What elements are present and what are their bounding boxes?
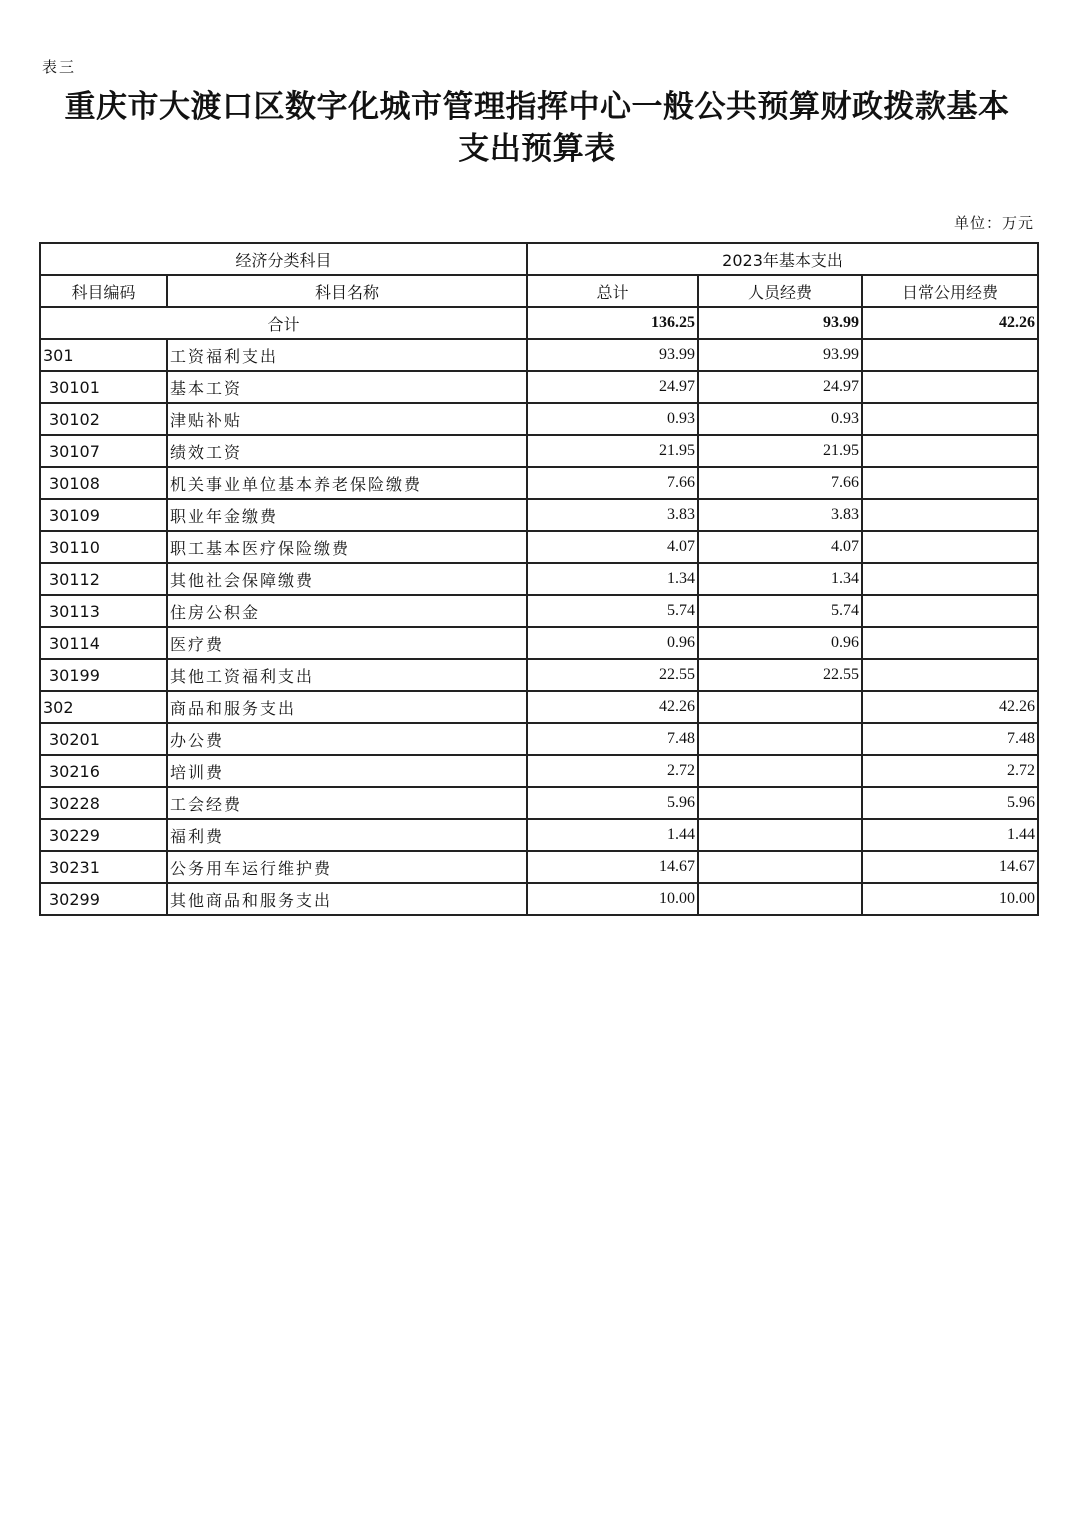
row-total: 93.99 (527, 339, 698, 371)
row-total: 1.34 (527, 563, 698, 595)
row-total: 21.95 (527, 435, 698, 467)
row-total: 4.07 (527, 531, 698, 563)
page-title-line-2: 支出预算表 (458, 131, 616, 167)
table-row (40, 499, 1038, 531)
row-public (862, 403, 1038, 435)
row-code: 302 (40, 691, 167, 723)
row-personnel (698, 883, 862, 915)
total-row (40, 307, 1038, 339)
row-code: 30201 (40, 723, 167, 755)
row-public: 10.00 (862, 883, 1038, 915)
page-title-line-1: 重庆市大渡口区数字化城市管理指挥中心一般公共预算财政拨款基本 (64, 89, 1010, 125)
row-total: 22.55 (527, 659, 698, 691)
row-code: 30114 (40, 627, 167, 659)
row-personnel (698, 755, 862, 787)
row-public: 42.26 (862, 691, 1038, 723)
row-code: 30229 (40, 819, 167, 851)
row-code: 30299 (40, 883, 167, 915)
row-public (862, 659, 1038, 691)
row-name: 商品和服务支出 (167, 691, 527, 723)
table-label: 表三 (42, 58, 77, 76)
row-personnel: 93.99 (698, 339, 862, 371)
row-personnel (698, 819, 862, 851)
page-title (20, 86, 1054, 170)
row-personnel (698, 691, 862, 723)
table-row (40, 403, 1038, 435)
row-personnel: 3.83 (698, 499, 862, 531)
header-year-expense: 2023年基本支出 (527, 243, 1038, 275)
header-row-2 (40, 275, 1038, 307)
row-personnel (698, 723, 862, 755)
row-public: 7.48 (862, 723, 1038, 755)
row-name: 职工基本医疗保险缴费 (167, 531, 527, 563)
table-row (40, 531, 1038, 563)
table-row (40, 819, 1038, 851)
table-row (40, 755, 1038, 787)
table-row (40, 691, 1038, 723)
header-personnel: 人员经费 (698, 275, 862, 307)
row-total: 10.00 (527, 883, 698, 915)
row-public (862, 627, 1038, 659)
row-total: 14.67 (527, 851, 698, 883)
row-code: 30101 (40, 371, 167, 403)
row-public (862, 563, 1038, 595)
row-total: 5.96 (527, 787, 698, 819)
table-row (40, 627, 1038, 659)
row-personnel: 7.66 (698, 467, 862, 499)
header-name: 科目名称 (167, 275, 527, 307)
row-name: 培训费 (167, 755, 527, 787)
unit-label: 单位：万元 (953, 214, 1034, 232)
row-personnel: 4.07 (698, 531, 862, 563)
table-row (40, 659, 1038, 691)
table-row (40, 723, 1038, 755)
row-public (862, 371, 1038, 403)
row-code: 301 (40, 339, 167, 371)
row-name: 医疗费 (167, 627, 527, 659)
row-public: 1.44 (862, 819, 1038, 851)
table-row (40, 467, 1038, 499)
table-row (40, 787, 1038, 819)
row-public (862, 467, 1038, 499)
row-code: 30216 (40, 755, 167, 787)
row-code: 30102 (40, 403, 167, 435)
header-total: 总计 (527, 275, 698, 307)
row-code: 30231 (40, 851, 167, 883)
row-name: 工资福利支出 (167, 339, 527, 371)
header-econ-class: 经济分类科目 (40, 243, 527, 275)
row-personnel: 24.97 (698, 371, 862, 403)
table-row (40, 339, 1038, 371)
table-row (40, 851, 1038, 883)
row-name: 福利费 (167, 819, 527, 851)
row-public (862, 339, 1038, 371)
row-name: 其他社会保障缴费 (167, 563, 527, 595)
row-public: 2.72 (862, 755, 1038, 787)
row-name: 津贴补贴 (167, 403, 527, 435)
row-total: 42.26 (527, 691, 698, 723)
row-name: 机关事业单位基本养老保险缴费 (167, 467, 527, 499)
row-code: 30228 (40, 787, 167, 819)
row-personnel: 0.96 (698, 627, 862, 659)
row-total: 0.93 (527, 403, 698, 435)
row-public (862, 595, 1038, 627)
row-name: 其他商品和服务支出 (167, 883, 527, 915)
row-code: 30108 (40, 467, 167, 499)
row-code: 30107 (40, 435, 167, 467)
row-public (862, 499, 1038, 531)
table-row (40, 563, 1038, 595)
row-personnel: 5.74 (698, 595, 862, 627)
row-name: 工会经费 (167, 787, 527, 819)
header-row-1 (40, 243, 1038, 275)
total-personnel: 93.99 (698, 307, 862, 339)
total-sum: 136.25 (527, 307, 698, 339)
row-total: 2.72 (527, 755, 698, 787)
row-personnel: 22.55 (698, 659, 862, 691)
row-public (862, 435, 1038, 467)
row-name: 办公费 (167, 723, 527, 755)
row-public: 5.96 (862, 787, 1038, 819)
row-name: 职业年金缴费 (167, 499, 527, 531)
total-public: 42.26 (862, 307, 1038, 339)
table-row (40, 883, 1038, 915)
table-row (40, 371, 1038, 403)
row-personnel (698, 851, 862, 883)
budget-table (39, 242, 1039, 916)
row-total: 7.48 (527, 723, 698, 755)
row-code: 30112 (40, 563, 167, 595)
row-name: 住房公积金 (167, 595, 527, 627)
row-name: 基本工资 (167, 371, 527, 403)
row-personnel: 21.95 (698, 435, 862, 467)
row-total: 5.74 (527, 595, 698, 627)
row-personnel (698, 787, 862, 819)
row-name: 绩效工资 (167, 435, 527, 467)
row-name: 公务用车运行维护费 (167, 851, 527, 883)
total-label: 合计 (40, 307, 527, 339)
row-code: 30110 (40, 531, 167, 563)
row-total: 1.44 (527, 819, 698, 851)
row-total: 7.66 (527, 467, 698, 499)
table-row (40, 595, 1038, 627)
header-public: 日常公用经费 (862, 275, 1038, 307)
header-code: 科目编码 (40, 275, 167, 307)
row-personnel: 1.34 (698, 563, 862, 595)
row-public (862, 531, 1038, 563)
row-total: 3.83 (527, 499, 698, 531)
row-code: 30113 (40, 595, 167, 627)
row-name: 其他工资福利支出 (167, 659, 527, 691)
row-code: 30109 (40, 499, 167, 531)
row-total: 24.97 (527, 371, 698, 403)
row-public: 14.67 (862, 851, 1038, 883)
row-code: 30199 (40, 659, 167, 691)
row-total: 0.96 (527, 627, 698, 659)
row-personnel: 0.93 (698, 403, 862, 435)
table-row (40, 435, 1038, 467)
